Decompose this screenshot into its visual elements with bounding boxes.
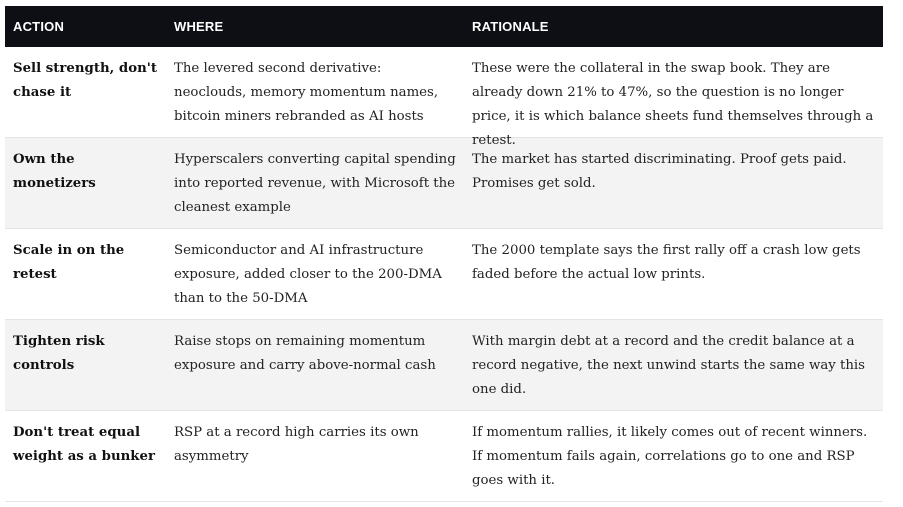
cell-where: Raise stops on remaining momentum exposure and carry above-normal cash bbox=[174, 334, 436, 373]
table-header bbox=[5, 6, 883, 47]
table-row bbox=[5, 229, 883, 320]
cell-rationale: If momentum rallies, it likely comes out of recent winners. If momentum fails again, correlations go to one and RSP goes with it. bbox=[472, 425, 868, 488]
cell-action: Sell strength, don't chase it bbox=[13, 61, 157, 100]
cell-action: Don't treat equal weight as a bunker bbox=[13, 425, 155, 464]
cell-where: The levered second derivative: neoclouds, memory momentum names, bitcoin miners rebranded as AI hosts bbox=[174, 61, 439, 124]
cell-action: Tighten risk controls bbox=[13, 334, 105, 373]
cell-rationale: These were the collateral in the swap book. They are already down 21% to 47%, so the question is no longer price, it is which balance sheets fund themselves through a retest. bbox=[472, 61, 874, 148]
cell-rationale: The 2000 template says the first rally off a crash low gets faded before the actual low prints. bbox=[472, 243, 861, 282]
cell-where: RSP at a record high carries its own asymmetry bbox=[174, 425, 419, 464]
table-row bbox=[5, 47, 883, 148]
header-action: ACTION bbox=[13, 19, 65, 34]
cell-action: Own the monetizers bbox=[13, 152, 96, 191]
table-row bbox=[5, 411, 883, 502]
action-table bbox=[5, 6, 883, 502]
cell-where: Semiconductor and AI infrastructure exposure, added closer to the 200-DMA than to the 50-DMA bbox=[174, 243, 442, 306]
table-row bbox=[5, 320, 883, 411]
header-where: WHERE bbox=[174, 19, 224, 34]
cell-rationale: With margin debt at a record and the credit balance at a record negative, the next unwind starts the same way this one did. bbox=[472, 334, 865, 397]
cell-action: Scale in on the retest bbox=[13, 243, 125, 282]
header-rationale: RATIONALE bbox=[472, 19, 549, 34]
cell-rationale: The market has started discriminating. Proof gets paid. Promises get sold. bbox=[472, 152, 847, 191]
cell-where: Hyperscalers converting capital spending into reported revenue, with Microsoft the cleanest example bbox=[174, 152, 456, 215]
table-row bbox=[5, 138, 883, 229]
